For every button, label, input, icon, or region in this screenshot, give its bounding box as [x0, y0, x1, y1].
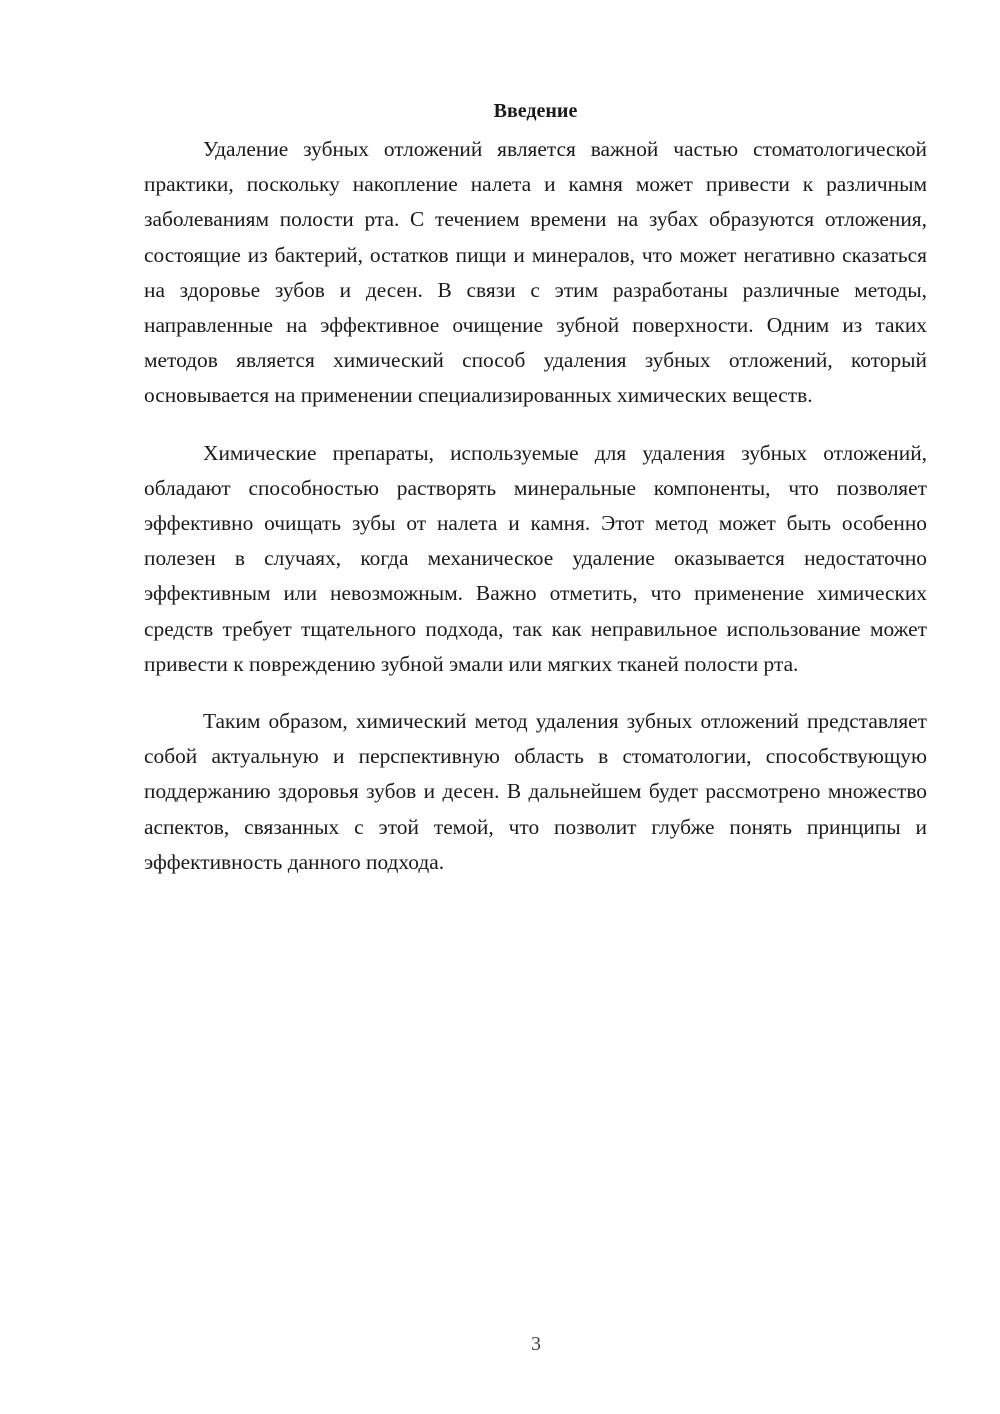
page-content: [144, 98, 927, 902]
section-heading: Введение: [493, 100, 578, 122]
paragraph-2: Химические препараты, используемые для удаления зубных отложений, обладают способностью растворять минеральные компоненты, что позволяет эффективно очищать зубы от налета и камня. Этот метод может быть особенно полезен в случаях, когда механическое удаление оказывается недостаточно эффективным или невозможным. Важно отметить, что применение химических средств требует тщательного подхода, так как неправильное использование может привести к повреждению зубной эмали или мягких тканей полости рта.: [144, 440, 927, 676]
paragraph-1: Удаление зубных отложений является важной частью стоматологической практики, поскольку накопление налета и камня может привести к различным заболеваниям полости рта. С течением времени на зубах образуются отложения, состоящие из бактерий, остатков пищи и минералов, что может негативно сказаться на здоровье зубов и десен. В связи с этим разработаны различные методы, направленные на эффективное очищение зубной поверхности. Одним из таких методов является химический способ удаления зубных отложений, который основывается на применении специализированных химических веществ.: [144, 137, 927, 408]
paragraph-3: Таким образом, химический метод удаления зубных отложений представляет собой актуальную и перспективную область в стоматологии, способствующую поддержанию здоровья зубов и десен. В дальнейшем будет рассмотрено множество аспектов, связанных с этой темой, что позволит глубже понять принципы и эффективность данного подхода.: [144, 709, 927, 874]
page-number: 3: [531, 1333, 541, 1355]
